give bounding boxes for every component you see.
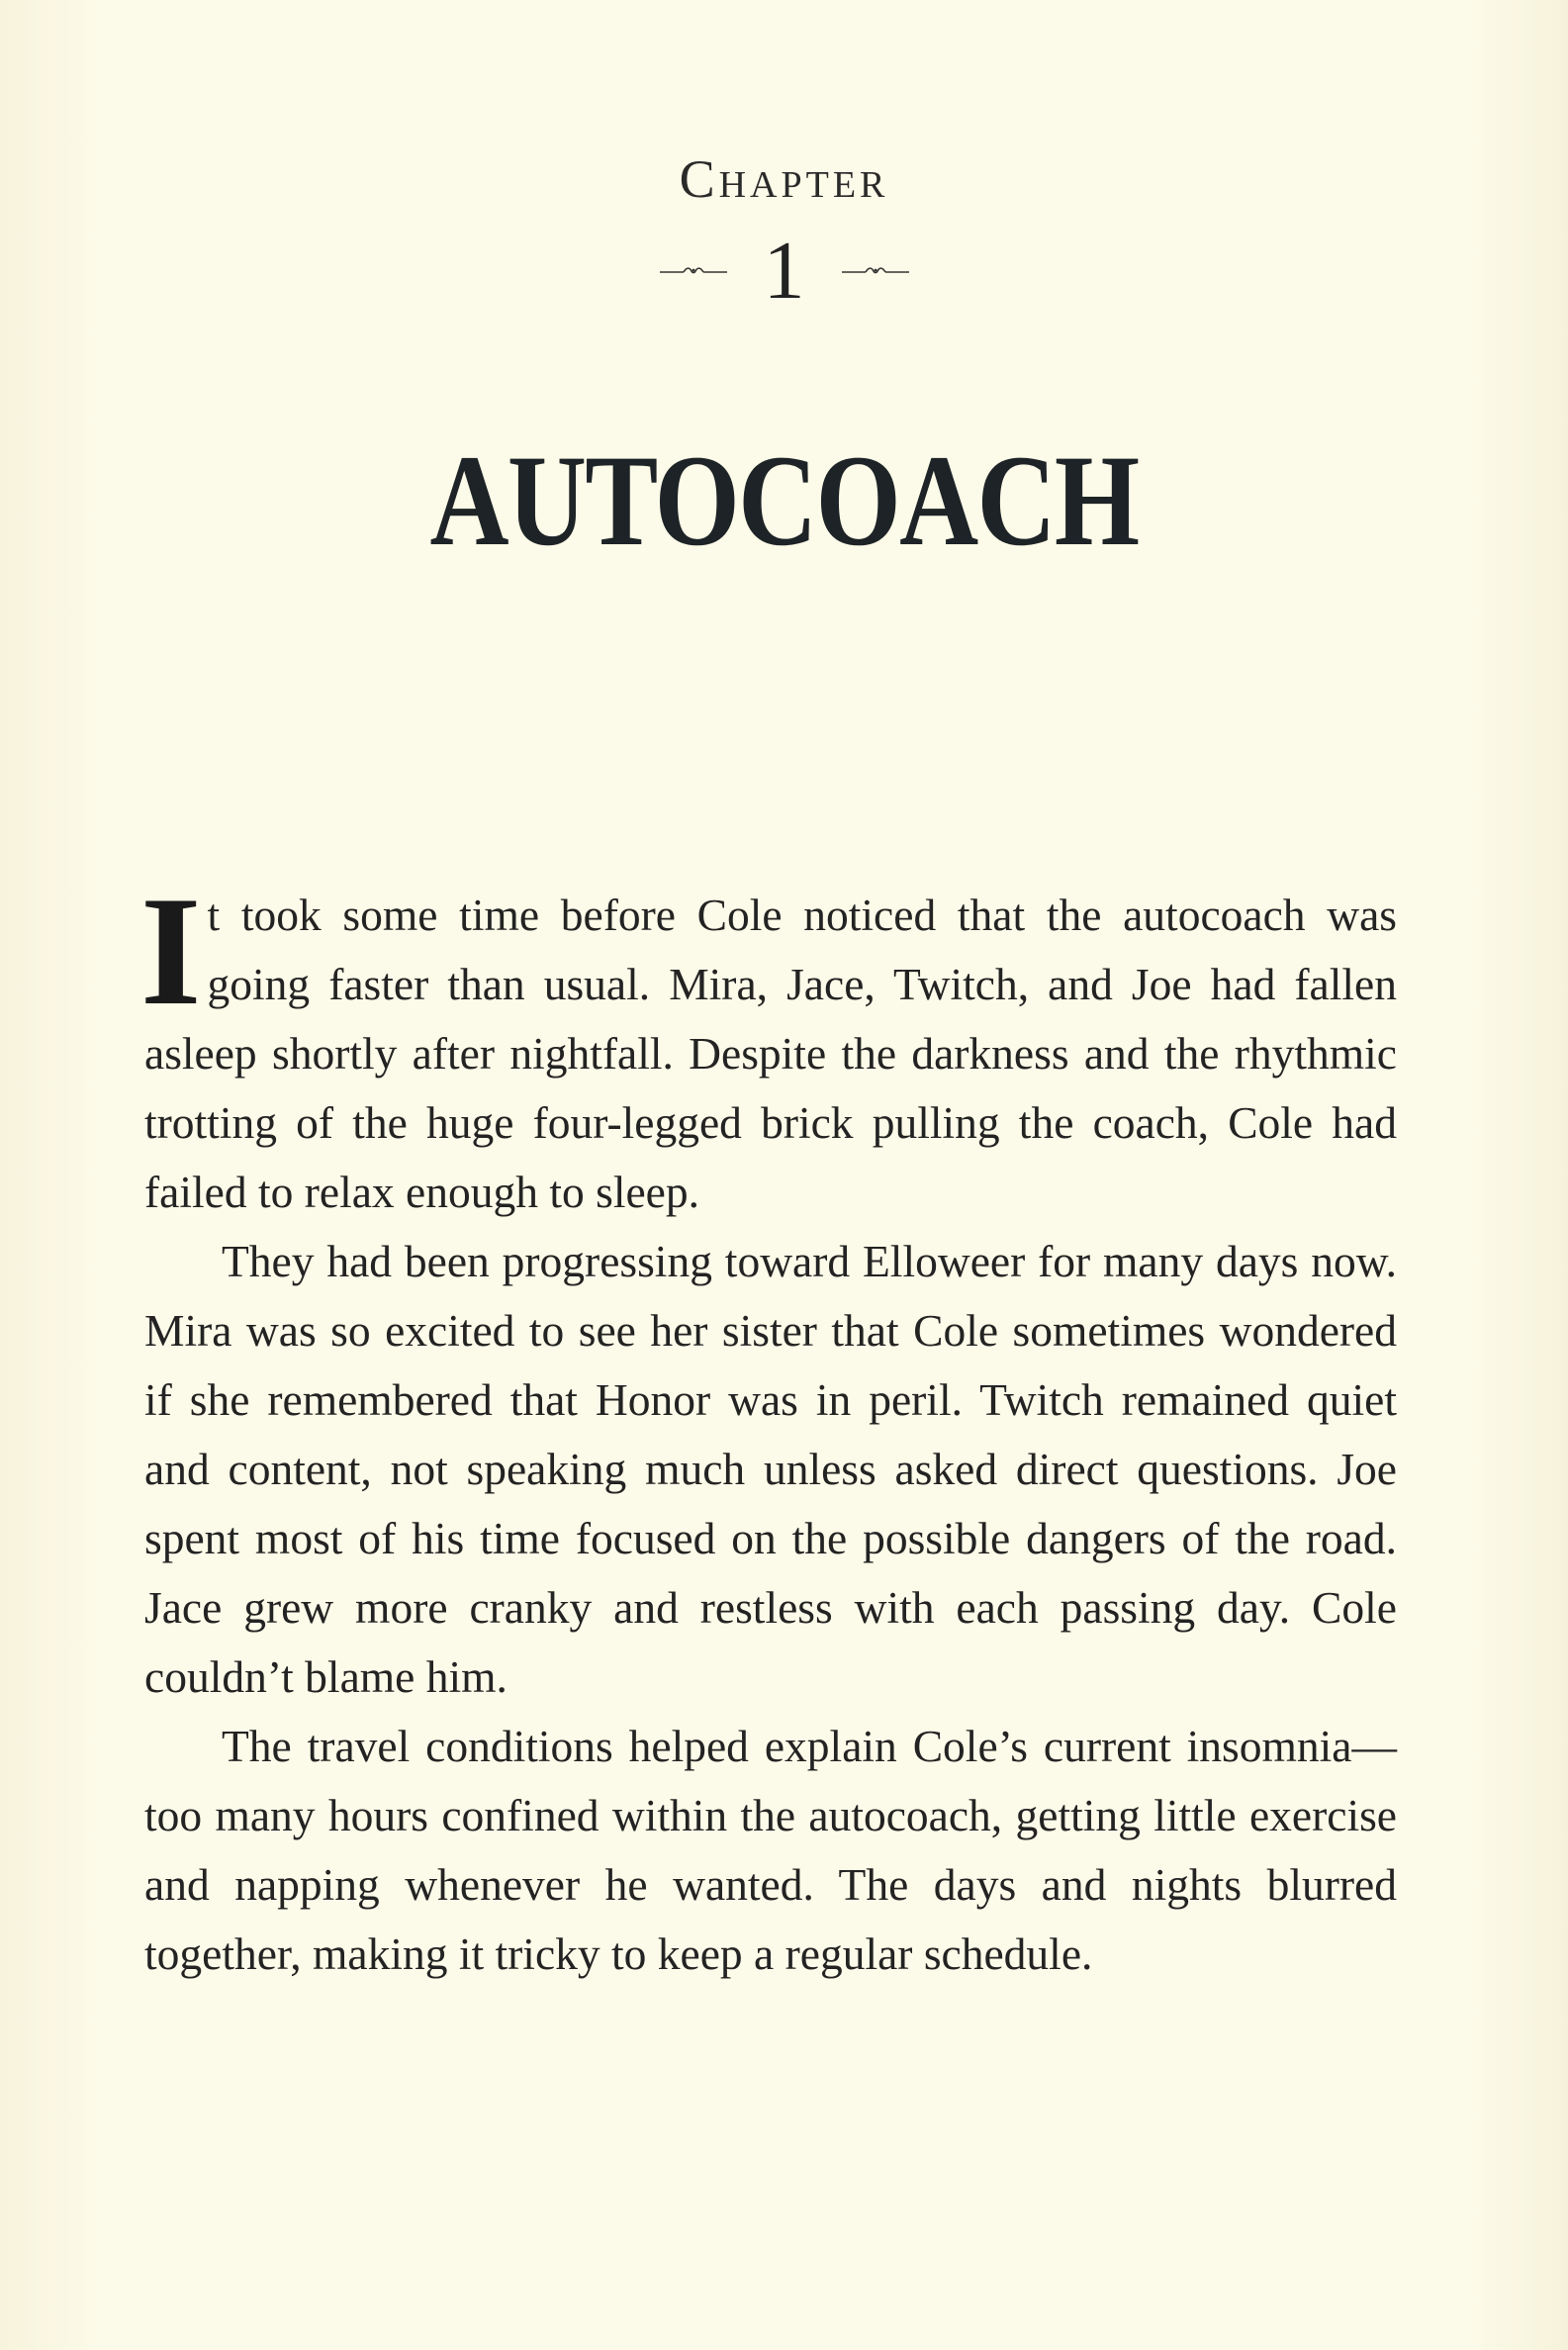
paragraph-text: t took some time before Cole noticed that the autocoach was going faster than usual. Mira, Jace, Twitch, and Joe had fallen asleep shortly after nightfall. Despite the darkness and the rhythmic trotting of the huge four-legged brick pulling the coach, Cole had failed to relax enough to sleep. (144, 890, 1397, 1217)
paragraph: The travel conditions helped explain Cole’s current insomnia—too many hours confined within the autocoach, getting little exercise and napping whenever he wanted. The days and nights blurred together, making it tricky to keep a regular schedule. (144, 1721, 1397, 1979)
chapter-number-row (0, 225, 1568, 317)
drop-cap: I (140, 865, 202, 1038)
flourish-ornament-icon (840, 264, 911, 278)
chapter-number: 1 (763, 225, 805, 317)
chapter-title: AUTOCOACH (429, 427, 1139, 573)
chapter-body (140, 865, 1397, 1989)
paragraph: They had been progressing toward Elloweer for many days now. Mira was so excited to see her sister that Cole sometimes wondered if she remembered that Honor was in peril. Twitch remained quiet and content, not speaking much unless asked direct questions. Joe spent most of his time focused on the possible dangers of the road. Jace grew more cranky and restless with each passing day. Cole couldn’t blame him. (144, 1236, 1397, 1702)
paragraph (140, 865, 1397, 1227)
flourish-ornament-icon (658, 264, 729, 278)
chapter-label: Chapter (679, 149, 889, 209)
